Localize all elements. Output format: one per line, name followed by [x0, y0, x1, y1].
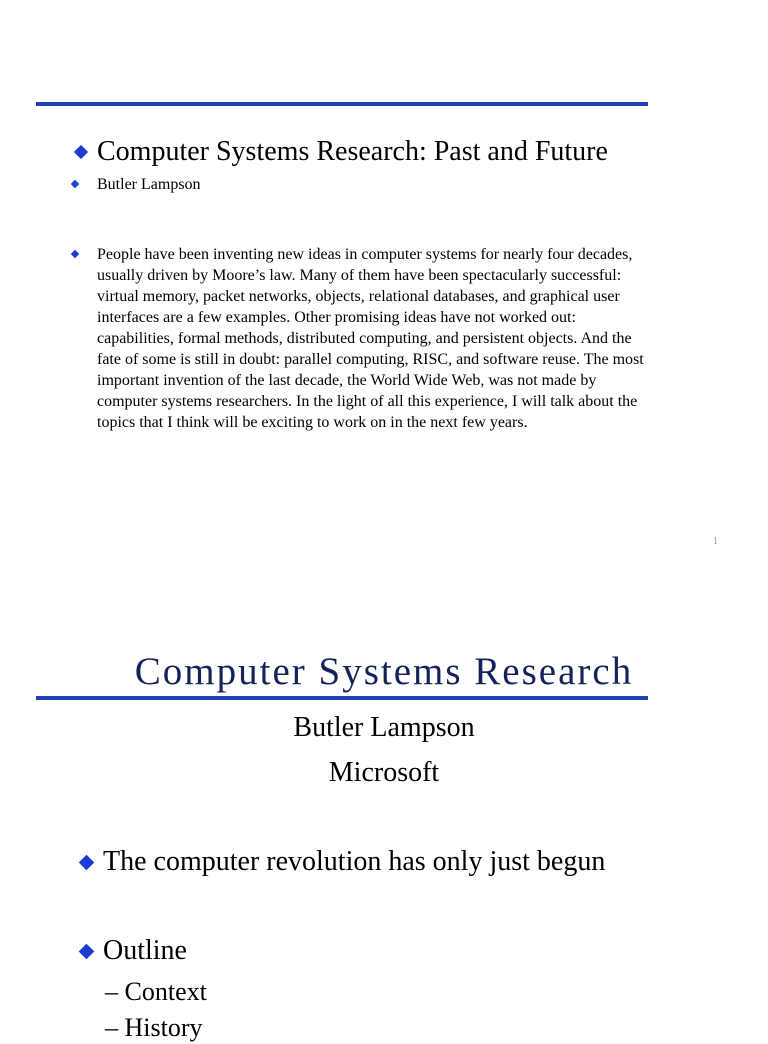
slide2-affiliation: Microsoft: [328, 757, 440, 788]
abstract-line: usually driven by Moore’s law. Many of them have been spectacularly successful:: [97, 267, 622, 284]
slide2-bullet-revolution: The computer revolution has only just begun: [103, 846, 606, 877]
abstract-line: fate of some is still in doubt: parallel computing, RISC, and software reuse. The most: [97, 351, 644, 368]
abstract-line: virtual memory, packet networks, objects, relational databases, and graphical user: [97, 288, 620, 305]
abstract-line: topics that I think will be exciting to work on in the next few years.: [97, 414, 528, 431]
abstract-line: capabilities, formal methods, distributed computing, and persistent objects. And the: [97, 330, 632, 347]
slide2-title-rule: [36, 696, 648, 700]
slide2-author: Butler Lampson: [293, 712, 475, 743]
abstract-line: computer systems researchers. In the light of all this experience, I will talk about the: [97, 393, 638, 410]
slide2-subbullet-context: – Context: [105, 977, 207, 1006]
abstract-line: important invention of the last decade, the World Wide Web, was not made by: [97, 372, 597, 389]
slide2-subbullet-history: – History: [105, 1013, 203, 1042]
slide1-author: Butler Lampson: [97, 176, 201, 193]
abstract-line: People have been inventing new ideas in computer systems for nearly four decades,: [97, 246, 633, 263]
page-number: 1: [713, 536, 718, 547]
slide2-bullet-outline: Outline: [103, 935, 187, 966]
slide1-top-rule: [36, 102, 648, 106]
slide2-title: Computer Systems Research: [134, 650, 634, 693]
abstract-line: interfaces are a few examples. Other promising ideas have not worked out:: [97, 309, 576, 326]
slide1-abstract: [97, 244, 707, 433]
slide1-title: Computer Systems Research: Past and Future: [97, 136, 608, 167]
